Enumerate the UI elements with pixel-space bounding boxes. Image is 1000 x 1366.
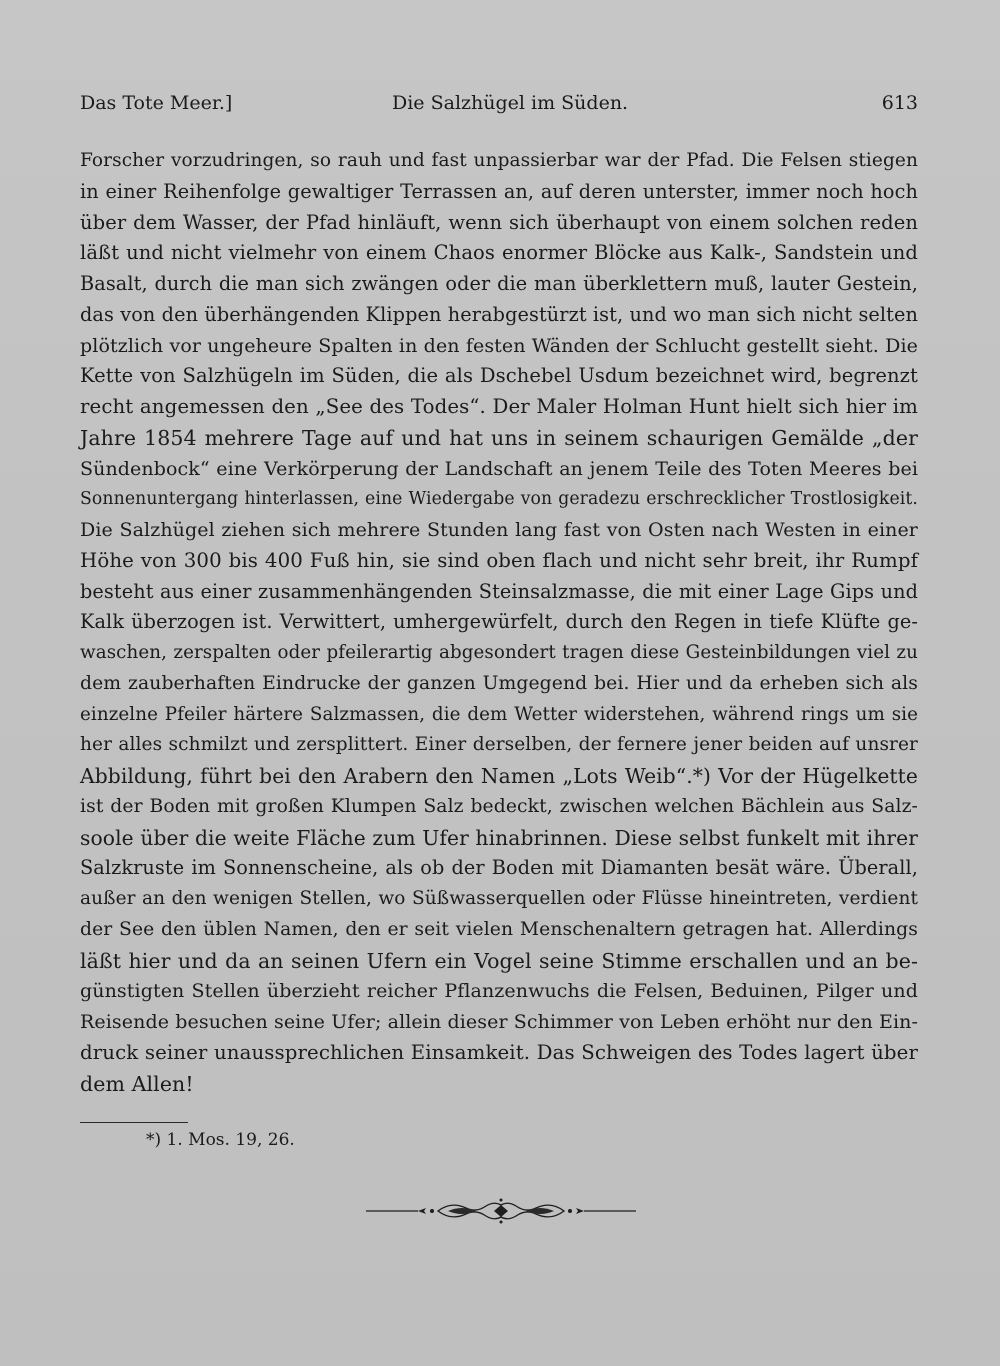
text-line: Kalk überzogen ist. Verwittert, umhergewürfelt, durch den Regen in tiefe Klüfte ge- xyxy=(80,610,918,634)
header-section-title: Das Tote Meer.] xyxy=(80,92,233,114)
text-line: ist der Boden mit großen Klumpen Salz bedeckt, zwischen welchen Bächlein aus Salz- xyxy=(80,795,918,817)
text-line: läßt hier und da an seinen Ufern ein Vogel seine Stimme erschallen und an be- xyxy=(80,948,918,973)
text-line: einzelne Pfeiler härtere Salzmassen, die dem Wetter widerstehen, während rings um sie xyxy=(80,703,918,725)
text-line: in einer Reihenfolge gewaltiger Terrassen an, auf deren unterster, immer noch hoch xyxy=(80,179,918,203)
text-line: dem zauberhaften Eindrucke der ganzen Umgegend bei. Hier und da erheben sich als xyxy=(80,672,918,694)
text-line: soole über die weite Fläche zum Ufer hinabrinnen. Diese selbst funkelt mit ihrer xyxy=(80,825,918,850)
text-line: her alles schmilzt und zersplittert. Einer derselben, der fernere jener beiden auf unsrer xyxy=(80,734,918,756)
footnote-divider xyxy=(80,1122,188,1123)
body-text xyxy=(80,146,918,1099)
text-line: Sündenbock“ eine Verkörperung der Landschaft an jenem Teile des Toten Meeres bei xyxy=(80,457,918,480)
text-line: Höhe von 300 bis 400 Fuß hin, sie sind oben flach und nicht sehr breit, ihr Rumpf xyxy=(80,548,918,572)
text-line: plötzlich vor ungeheure Spalten in den festen Wänden der Schlucht gestellt sieht. Die xyxy=(80,334,918,357)
text-line: dem Allen! xyxy=(80,1071,194,1096)
header-chapter-title: Die Salzhügel im Süden. xyxy=(392,92,629,114)
page-number: 613 xyxy=(881,92,918,114)
text-line: Forscher vorzudringen, so rauh und fast unpassierbar war der Pfad. Die Felsen stiegen xyxy=(80,150,918,171)
text-line: läßt und nicht vielmehr von einem Chaos enormer Blöcke aus Kalk-, Sandstein und xyxy=(80,241,918,265)
text-line: besteht aus einer zusammenhängenden Steinsalzmasse, die mit einer Lage Gips und xyxy=(80,579,918,603)
text-line: waschen, zerspalten oder pfeilerartig abgesondert tragen diese Gesteinbildungen viel zu xyxy=(80,642,918,663)
text-line: Salzkruste im Sonnenscheine, als ob der Boden mit Diamanten besät wäre. Überall, xyxy=(80,856,918,880)
text-line: Kette von Salzhügeln im Süden, die als Dschebel Usdum bezeichnet wird, begrenzt xyxy=(80,364,918,388)
text-line: Sonnenuntergang hinterlassen, eine Wiedergabe von geradezu erschrecklicher Trostlosigkeit. xyxy=(80,489,918,510)
text-line: über dem Wasser, der Pfad hinläuft, wenn sich überhaupt von einem solchen reden xyxy=(80,210,918,234)
text-line: Basalt, durch die man sich zwängen oder die man überklettern muß, lauter Gestein, xyxy=(80,272,918,295)
text-line: Jahre 1854 mehrere Tage auf und hat uns in seinem schaurigen Gemälde „der xyxy=(80,425,918,450)
decorative-ornament xyxy=(366,1196,636,1226)
text-line: Die Salzhügel ziehen sich mehrere Stunden lang fast von Osten nach Westen in einer xyxy=(80,519,918,541)
text-line: druck seiner unaussprechlichen Einsamkeit. Das Schweigen des Todes lagert über xyxy=(80,1040,918,1064)
text-line: recht angemessen den „See des Todes“. Der Maler Holman Hunt hielt sich hier im xyxy=(80,395,918,418)
text-line: das von den überhängenden Klippen herabgestürzt ist, und wo man sich nicht selten xyxy=(80,302,918,326)
text-line: der See den üblen Namen, den er seit vielen Menschenaltern getragen hat. Allerdings xyxy=(80,918,918,940)
text-line: Abbildung, führt bei den Arabern den Namen „Lots Weib“.*) Vor der Hügelkette xyxy=(80,764,918,788)
running-header xyxy=(80,92,918,122)
text-line: außer an den wenigen Stellen, wo Süßwasserquellen oder Flüsse hineintreten, verdient xyxy=(80,888,918,909)
text-line: günstigten Stellen überzieht reicher Pflanzenwuchs die Felsen, Beduinen, Pilger und xyxy=(80,980,918,1003)
footnote: *) 1. Mos. 19, 26. xyxy=(146,1130,295,1150)
text-line: Reisende besuchen seine Ufer; allein dieser Schimmer von Leben erhöht nur den Ein- xyxy=(80,1011,918,1033)
